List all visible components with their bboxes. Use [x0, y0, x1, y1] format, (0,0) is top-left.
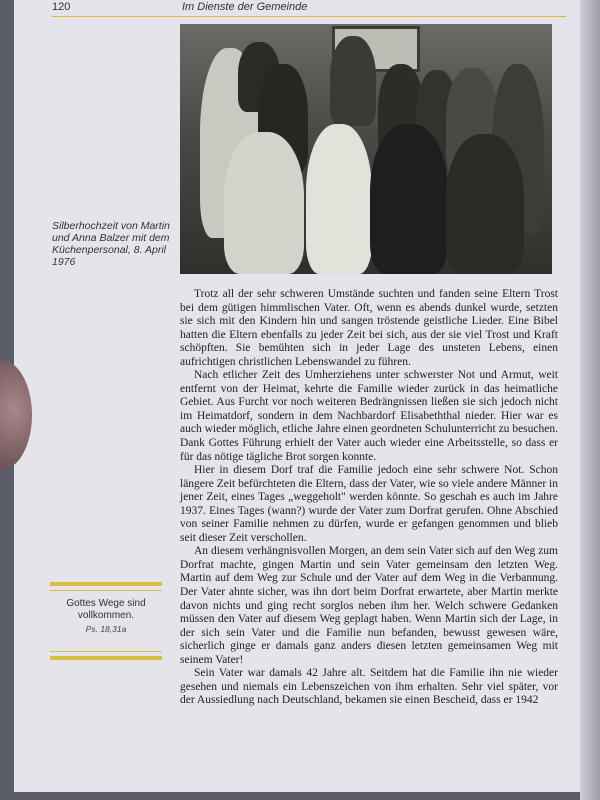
paragraph: Hier in diesem Dorf traf die Familie jedoch eine sehr schwere Not. Schon längere Zeit befürchteten die Eltern, dass der Vater, wie so viele andere Männer in jener Zeit, eines Tages „weggeholt" werden könnte. So geschah es auch im Jahre 1937. Eines Tages (wann?) wurde der Vater zum Dorfrat gerufen. Ohne Abschied von seiner Familie nehmen zu dürfen, wurde er gefangen genommen und blieb seit dieser Zeit verschollen.	[180, 464, 558, 544]
running-header	[52, 0, 566, 17]
paragraph: Sein Vater war damals 42 Jahre alt. Seitdem hat die Familie ihn nie wieder gesehen und niemals ein Lebenszeichen von ihm erhalten. Sehr viel später, vor der Aussiedlung nach Deutschland, bekamen sie einen Bescheid, dass er 1942	[180, 667, 558, 707]
photo-caption: Silberhochzeit von Martin und Anna Balzer mit dem Küchenpersonal, 8. April 1976	[52, 220, 170, 268]
book-page	[14, 0, 580, 792]
page-edge-shadow	[580, 0, 600, 800]
paragraph: An diesem verhängnisvollen Morgen, an dem sein Vater sich auf den Weg zum Dorfrat machte, gingen Martin und sein Vater gemeinsam den letzten Weg. Martin auf dem Weg zur Schule und der Vater auf dem Weg in die Verbannung. Der Vater ahnte sicher, was ihn dort beim Dorfrat erwartete, aber Martin merkte davon nichts und ging recht sorglos neben ihm her. Welch schwere Gedanken müssen den Vater auf diesem Weg geplagt haben. Wenn Martin sich der Lage, in der sich sein Vater und die Familie nun befanden, bewusst gewesen wäre, sicherlich ginge er damals ganz anders diesen letzten gemeinsamen Weg mit seinem Vater!	[180, 545, 558, 666]
body-text	[180, 288, 558, 708]
quote-text: Gottes Wege sind vollkommen.	[66, 598, 146, 621]
family-group-photo	[180, 24, 552, 274]
quote-reference: Ps. 18,31a	[85, 624, 127, 634]
page-number: 120	[52, 1, 71, 13]
quote-rule-top	[50, 590, 162, 591]
quote-rule-bottom	[50, 651, 162, 652]
running-title: Im Dienste der Gemeinde	[182, 1, 308, 13]
sidebar-quote	[50, 582, 162, 660]
paragraph: Nach etlicher Zeit des Umherziehens unter schwerster Not und Armut, weit entfernt von der Heimat, kehrte die Familie wieder zurück in das heimatliche Gebiet. Aus Furcht vor noch weiteren Bedrängnissen ließen sie sich jedoch nicht im Heimatdorf, sondern in dem Nachbardorf Elisabeththal nieder. Hier war es auch wieder möglich, etliche Jahre einen geordneten Schulunterricht zu besuchen. Dank Gottes Führung erhielt der Vater auch wieder eine Arbeitsstelle, so dass er für das nötige tägliche Brot sorgen konnte.	[180, 369, 558, 463]
paragraph: Trotz all der sehr schweren Umstände suchten und fanden seine Eltern Trost bei dem gütigen himmlischen Vater. Oft, wenn es abends dunkel wurde, setzten sie sich mit den Kindern hin und sangen tröstende geistliche Lieder. Eine Bibel hatten die Eltern ebenfalls zu jeder Zeit bei sich, aus der sie viel Trost und Kraft schöpften. Sie bemühten sich in jeder Lage des unsteten Lebens, einen aufrichtigen christlichen Lebenswandel zu führen.	[180, 288, 558, 368]
